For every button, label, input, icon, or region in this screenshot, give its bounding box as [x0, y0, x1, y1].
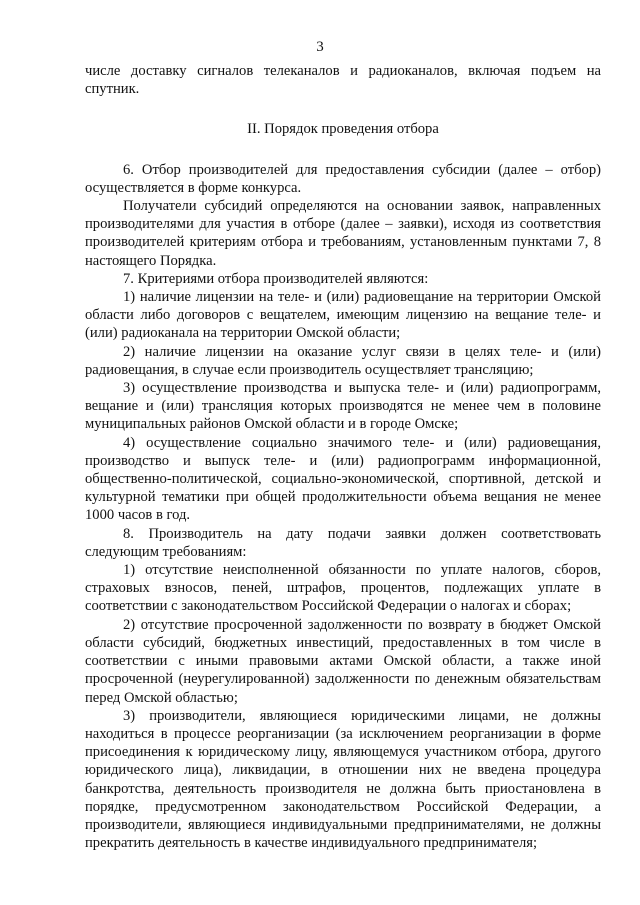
- paragraph-6: 6. Отбор производителей для предоставления субсидии (далее – отбор) осуществляется в форме конкурса.: [85, 161, 601, 196]
- criterion-3: 3) осуществление производства и выпуска теле- и (или) радиопрограмм, вещание и (или) трансляция которых производятся не менее чем в половине муниципальных районов Омской области и в городе Омске;: [85, 380, 601, 433]
- paragraph-8: 8. Производитель на дату подачи заявки должен соответствовать следующим требованиям:: [85, 525, 601, 560]
- requirement-1: 1) отсутствие неисполненной обязанности по уплате налогов, сборов, страховых взносов, пеней, штрафов, процентов, подлежащих уплате в соответствии с законодательством Российской Федерации о налогах и сборах;: [85, 562, 601, 615]
- paragraph-6-recipients: Получатели субсидий определяются на основании заявок, направленных производителями для участия в отборе (далее – заявки), исходя из соответствия производителей критериям отбора и требованиям, установленным пунктами 7, 8 настоящего Порядка.: [85, 198, 601, 269]
- paragraph-7: 7. Критериями отбора производителей являются:: [123, 270, 429, 287]
- requirement-2: 2) отсутствие просроченной задолженности по возврату в бюджет Омской области субсидий, бюджетных инвестиций, предоставленных в том числе в соответствии с иными правовыми актами Омской области, а также иной просроченной (неурегулированной) задолженности по денежным обязательствам перед Омской областью;: [85, 616, 601, 706]
- document-body: [85, 62, 601, 852]
- section-title: II. Порядок проведения отбора: [247, 121, 439, 138]
- requirement-3: 3) производители, являющиеся юридическими лицами, не должны находиться в процессе реорганизации (за исключением реорганизации в форме присоединения к юридическому лицу, являющемуся участником отбора, другого юридического лица), ликвидации, в отношении них не введена процедура банкротства, деятельность производителя не должна быть приостановлена в порядке, предусмотренном законодательством Российской Федерации, а производители, являющиеся индивидуальными предпринимателями, не должны прекратить деятельность в качестве индивидуального предпринимателя;: [85, 707, 601, 852]
- criterion-4: 4) осуществление социально значимого теле- и (или) радиовещания, производство и выпуск теле- и (или) радиопрограмм информационной, общественно-политической, социально-экономической, спортивной, детской и культурной тематики при общей продолжительности объема вещания не менее 1000 часов в год.: [85, 434, 601, 524]
- paragraph-continuation: числе доставку сигналов телеканалов и радиоканалов, включая подъем на спутник.: [85, 63, 601, 98]
- page-number: 3: [316, 39, 324, 55]
- criterion-2: 2) наличие лицензии на оказание услуг связи в целях теле- и (или) радиовещания, в случае если производитель осуществляет трансляцию;: [85, 343, 601, 378]
- criterion-1: 1) наличие лицензии на теле- и (или) радиовещание на территории Омской области либо договоров с вещателем, имеющим лицензию на вещание теле- и (или) радиоканала на территории Омской области;: [85, 289, 601, 342]
